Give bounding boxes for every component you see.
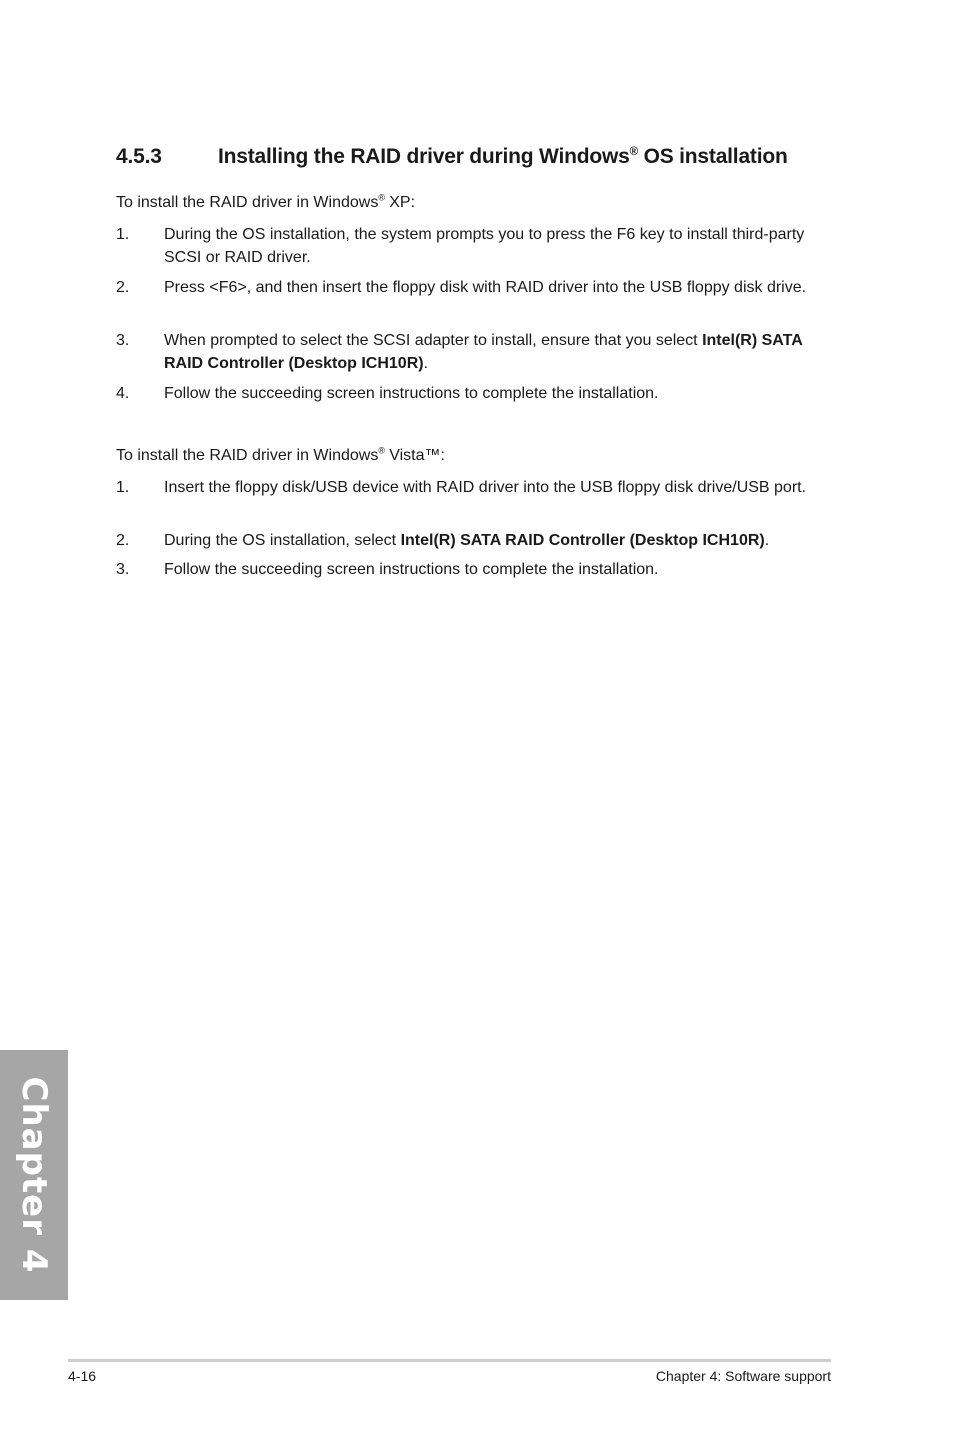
step-number: 3. xyxy=(116,561,130,578)
step-number: 2. xyxy=(116,532,130,549)
section-number: 4.5.3 xyxy=(116,145,162,168)
footer-divider xyxy=(68,1359,831,1362)
step-text: Insert the floppy disk/USB device with RAID driver into the USB floppy disk drive/USB port. xyxy=(164,479,807,496)
chapter-tab xyxy=(0,1050,68,1300)
xp-step-4 xyxy=(116,382,836,405)
chapter-tab-label: Chapter 4 xyxy=(14,1076,54,1274)
xp-step-3 xyxy=(116,329,836,375)
section-title: Installing the RAID driver during Windows® OS installation xyxy=(218,145,788,168)
step-text: When prompted to select the SCSI adapter to install, ensure that you select Intel(R) SATA RAID Controller (Desktop ICH10R). xyxy=(164,332,803,372)
xp-intro: To install the RAID driver in Windows® XP: xyxy=(116,192,416,211)
footer-chapter-title: Chapter 4: Software support xyxy=(655,1368,831,1384)
step-number: 4. xyxy=(116,385,130,402)
vista-step-2 xyxy=(116,529,836,552)
step-number: 3. xyxy=(116,332,130,349)
xp-step-2 xyxy=(116,276,836,299)
xp-step-1 xyxy=(116,223,836,269)
step-text: Press <F6>, and then insert the floppy disk with RAID driver into the USB floppy disk drive. xyxy=(164,279,807,296)
controller-name: Intel(R) SATA RAID Controller (Desktop ICH10R) xyxy=(400,532,765,549)
step-text: During the OS installation, select Intel(R) SATA RAID Controller (Desktop ICH10R). xyxy=(164,532,770,549)
step-text: Follow the succeeding screen instructions to complete the installation. xyxy=(164,385,659,402)
controller-name: Intel(R) SATA RAID Controller (Desktop ICH10R) xyxy=(164,332,803,372)
page-number: 4-16 xyxy=(68,1368,97,1384)
step-text: During the OS installation, the system prompts you to press the F6 key to install third-party SCSI or RAID driver. xyxy=(164,226,805,266)
vista-step-3 xyxy=(116,558,836,581)
step-number: 2. xyxy=(116,279,130,296)
step-text: Follow the succeeding screen instructions to complete the installation. xyxy=(164,561,659,578)
vista-step-1 xyxy=(116,476,836,499)
step-number: 1. xyxy=(116,226,130,243)
registered-mark: ® xyxy=(629,146,638,158)
step-number: 1. xyxy=(116,479,130,496)
vista-intro: To install the RAID driver in Windows® Vista™: xyxy=(116,445,445,464)
